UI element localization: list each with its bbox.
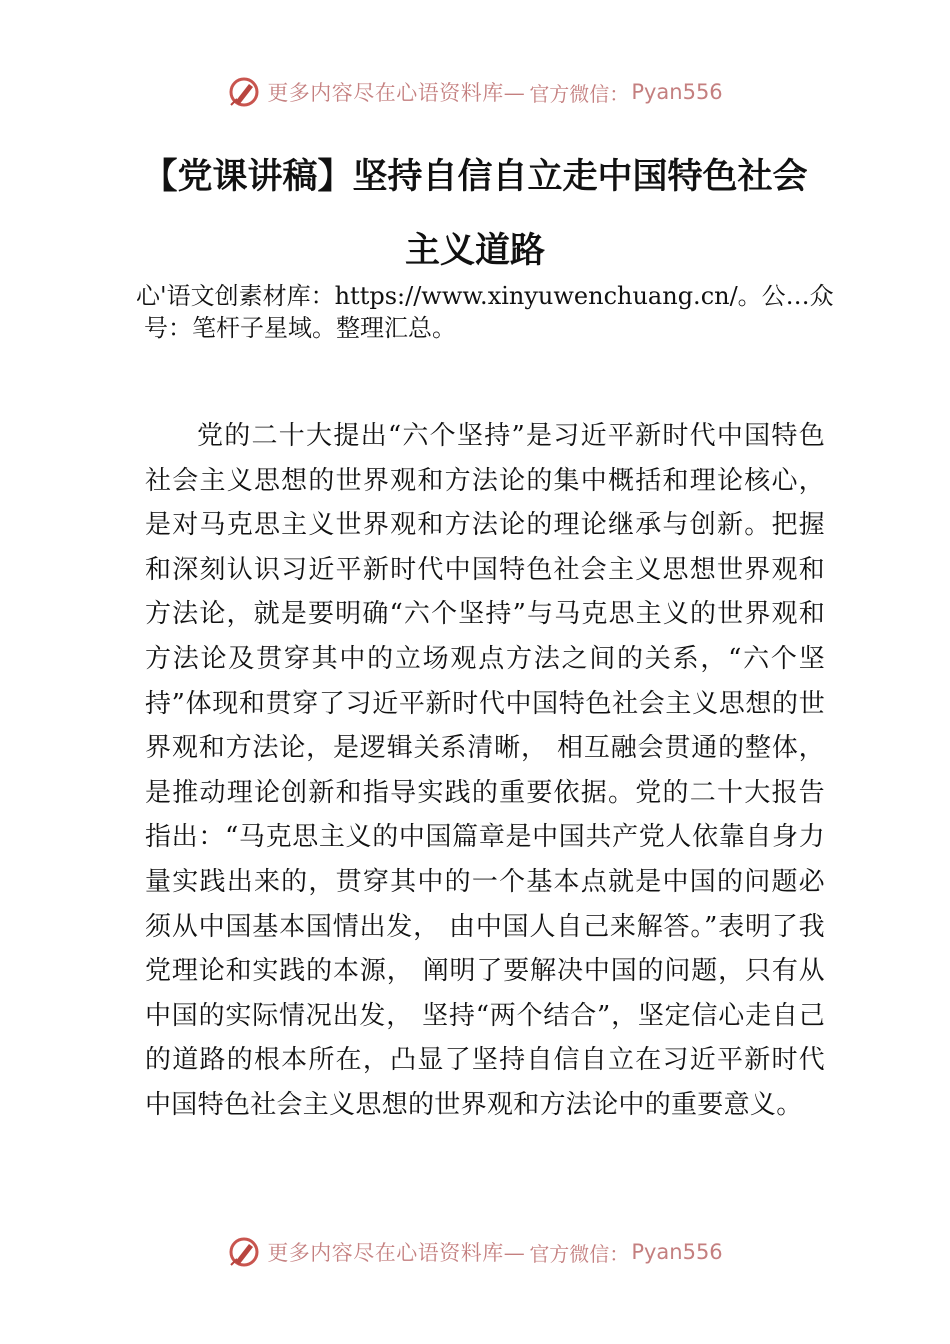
banner-wechat-id: Pyan556 — [631, 1240, 723, 1264]
header-banner — [0, 72, 950, 112]
banner-wechat-label: 官方微信： — [529, 81, 630, 106]
source-note: 心'语文创素材库：https://www.xinyuwenchuang.cn/。公…众号：笔杆子星域。整理汇总。 — [136, 282, 834, 342]
document-title-line2: 主义道路 — [404, 231, 545, 271]
banner-wechat-id: Pyan556 — [631, 80, 723, 104]
body-paragraph: 党的二十大提出“六个坚持”是习近平新时代中国特色社会主义思想的世界观和方法论的集中概括和理论核心，是对马克思主义世界观和方法论的理论继承与创新。把握和深刻认识习近平新时代中国特色社会主义思想世界观和方法论，就是要明确“六个坚持”与马克思主义的世界观和方法论及贯穿其中的立场观点方法之间的关系，“六个坚持”体现和贯穿了习近平新时代中国特色社会主义思想的世界观和方法论，是逻辑关系清晰， 相互融会贯通的整体，是推动理论创新和指导实践的重要依据。党的二十大报告指出：“马克思主义的中国篇章是中国共产党人依靠自身力量实践出来的，贯穿其中的一个基本点就是中国的问题必须从中国基本国情出发， 由中国人自己来解答。”表明了我党理论和实践的本源， 阐明了要解决中国的问题，只有从中国的实际情况出发， 坚持“两个结合”，坚定信心走自己的道路的根本所在，凸显了坚持自信自立在习近平新时代中国特色社会主义思想的世界观和方法论中的重要意义。 — [145, 421, 825, 1120]
banner-text: 更多内容尽在心语资料库— — [267, 81, 526, 105]
pen-logo-icon — [227, 1235, 261, 1269]
pen-logo-icon — [227, 75, 261, 109]
banner-wechat-label: 官方微信： — [529, 1241, 630, 1266]
footer-banner — [0, 1232, 950, 1272]
document-title-line1: 【党课讲稿】坚持自信自立走中国特色社会 — [142, 157, 808, 197]
banner-text: 更多内容尽在心语资料库— — [267, 1241, 526, 1265]
